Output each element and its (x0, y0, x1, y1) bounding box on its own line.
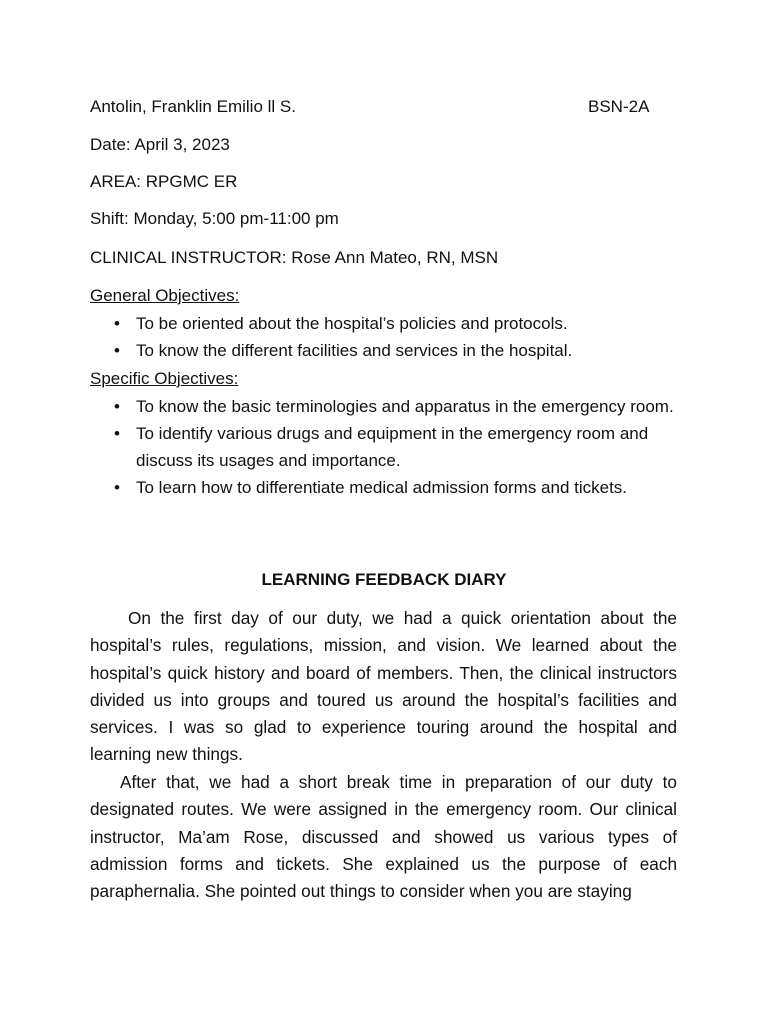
diary-paragraph (90, 605, 677, 769)
general-objectives-list (90, 310, 690, 364)
list-item (90, 474, 690, 501)
list-item (90, 310, 690, 337)
diary-title: LEARNING FEEDBACK DIARY (261, 570, 507, 589)
paragraph-text: On the first day of our duty, we had a quick orientation about the hospital’s rules, regulations, mission, and vision. We learned about the hospital’s quick history and board of members. Then, the clinical instructors divided us into groups and toured us around the hospital’s facilities and services. I was so glad to experience touring around the hospital and learning new things. (90, 608, 677, 765)
clinical-instructor-line: CLINICAL INSTRUCTOR: Rose Ann Mateo, RN, MSN (90, 248, 499, 267)
bullet-icon: • (114, 314, 120, 333)
bullet-icon: • (114, 478, 120, 497)
specific-objectives-heading: Specific Objectives: (90, 369, 239, 388)
paragraph-text: After that, we had a short break time in preparation of our duty to designated routes. We were assigned in the emergency room. Our clinical instructor, Ma’am Rose, discussed and showed us various types of admission forms and tickets. She explained us the purpose of each paraphernalia. She pointed out things to consider when you are staying (90, 772, 677, 902)
objective-text: To identify various drugs and equipment in the emergency room and discuss its usages and importance. (136, 424, 649, 470)
specific-objectives-list (90, 393, 690, 501)
section-label: BSN-2A (588, 97, 650, 116)
objective-text: To know the different facilities and services in the hospital. (136, 341, 573, 360)
area-line: AREA: RPGMC ER (90, 172, 238, 191)
list-item (90, 420, 690, 474)
objective-text: To know the basic terminologies and apparatus in the emergency room. (136, 397, 674, 416)
general-objectives-heading: General Objectives: (90, 286, 240, 305)
shift-line: Shift: Monday, 5:00 pm-11:00 pm (90, 209, 339, 228)
objective-text: To learn how to differentiate medical admission forms and tickets. (136, 478, 628, 497)
list-item (90, 337, 690, 364)
date-line: Date: April 3, 2023 (90, 135, 230, 154)
student-name: Antolin, Franklin Emilio ll S. (90, 97, 296, 116)
bullet-icon: • (114, 424, 120, 443)
objective-text: To be oriented about the hospital’s policies and protocols. (136, 314, 568, 333)
bullet-icon: • (114, 397, 120, 416)
diary-paragraph (90, 769, 677, 905)
list-item (90, 393, 690, 420)
bullet-icon: • (114, 341, 120, 360)
